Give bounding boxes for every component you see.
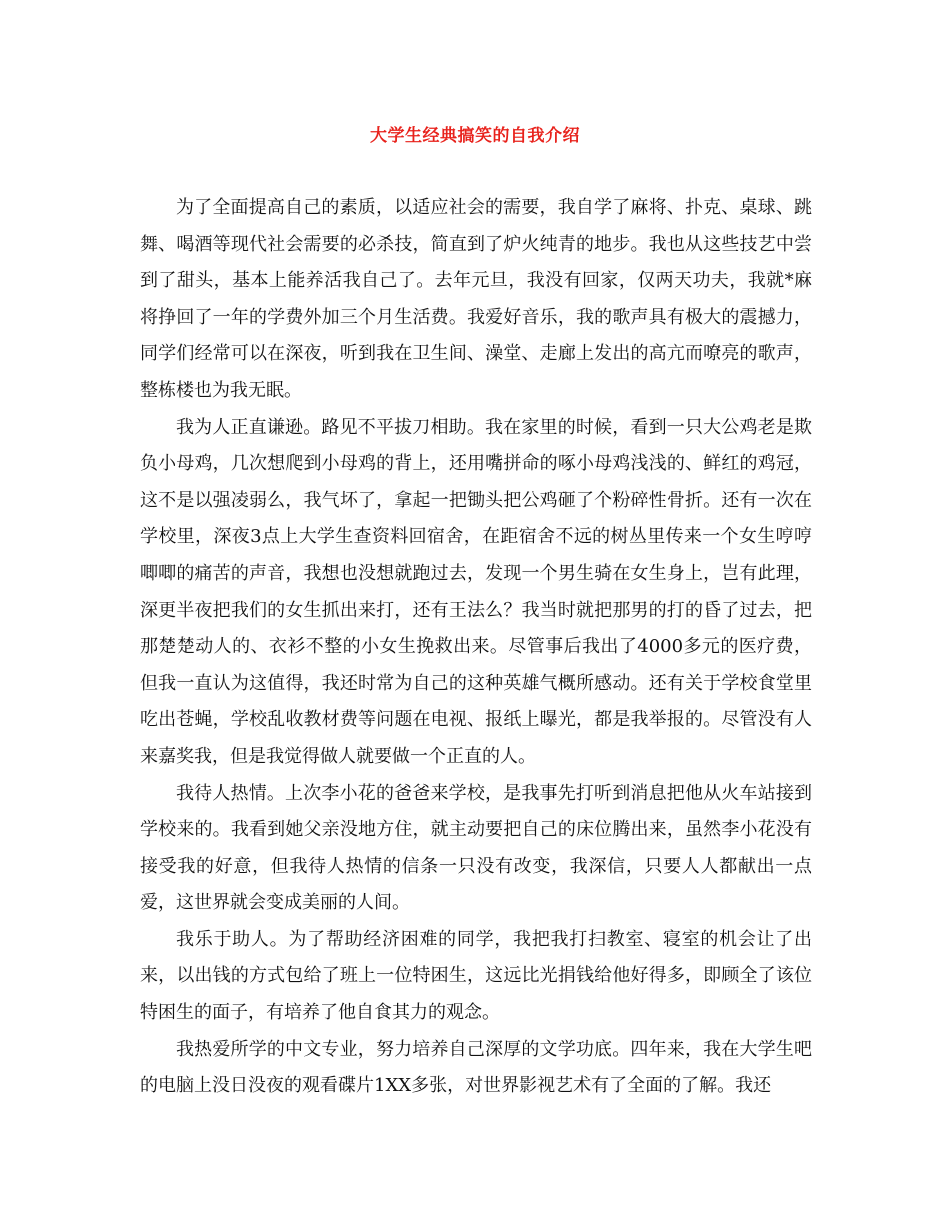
paragraph-warmth: 我待人热情。上次李小花的爸爸来学校，是我事先打听到消息把他从火车站接到学校来的。我看到她父亲没地方住，就主动要把自己的床位腾出来，虽然李小花没有接受我的好意，但我待人热情的信条一只没有改变，我深信，只要人人都献出一点爱，这世界就会变成美丽的人间。	[140, 782, 812, 914]
document-body	[140, 190, 812, 1105]
paragraph-talents: 为了全面提高自己的素质，以适应社会的需要，我自学了麻将、扑克、桌球、跳舞、喝酒等现代社会需要的必杀技，简直到了炉火纯青的地步。我也从这些技艺中尝到了甜头，基本上能养活我自己了。去年元旦，我没有回家，仅两天功夫，我就*麻将挣回了一年的学费外加三个月生活费。我爱好音乐，我的歌声具有极大的震撼力，同学们经常可以在深夜，听到我在卫生间、澡堂、走廊上发出的高亢而嘹亮的歌声，整栋楼也为我无眠。	[140, 197, 812, 401]
paragraph-integrity: 我为人正直谦逊。路见不平拔刀相助。我在家里的时候，看到一只大公鸡老是欺负小母鸡，几次想爬到小母鸡的背上，还用嘴拼命的啄小母鸡浅浅的、鲜红的鸡冠，这不是以强凌弱么，我气坏了，拿起一把锄头把公鸡砸了个粉碎性骨折。还有一次在学校里，深夜3点上大学生查资料回宿舍，在距宿舍不远的树丛里传来一个女生哼哼唧唧的痛苦的声音，我想也没想就跑过去，发现一个男生骑在女生身上，岂有此理，深更半夜把我们的女生抓出来打，还有王法么？我当时就把那男的打的昏了过去，把那楚楚动人的、衣衫不整的小女生挽救出来。尽管事后我出了4000多元的医疗费，但我一直认为这值得，我还时常为自己的这种英雄气概所感动。还有关于学校食堂里吃出苍蝇，学校乱收教材费等问题在电视、报纸上曝光，都是我举报的。尽管没有人来嘉奖我，但是我觉得做人就要做一个正直的人。	[140, 416, 812, 767]
paragraph-helpfulness: 我乐于助人。为了帮助经济困难的同学，我把我打扫教室、寝室的机会让了出来，以出钱的方式包给了班上一位特困生，这远比光捐钱给他好得多，即顾全了该位特困生的面子，有培养了他自食其力的观念。	[140, 928, 812, 1024]
paragraph-major: 我热爱所学的中文专业，努力培养自己深厚的文学功底。四年来，我在大学生吧的电脑上没日没夜的观看碟片1XX多张，对世界影视艺术有了全面的了解。我还	[140, 1038, 812, 1097]
document-title: 大学生经典搞笑的自我介绍	[370, 126, 580, 146]
